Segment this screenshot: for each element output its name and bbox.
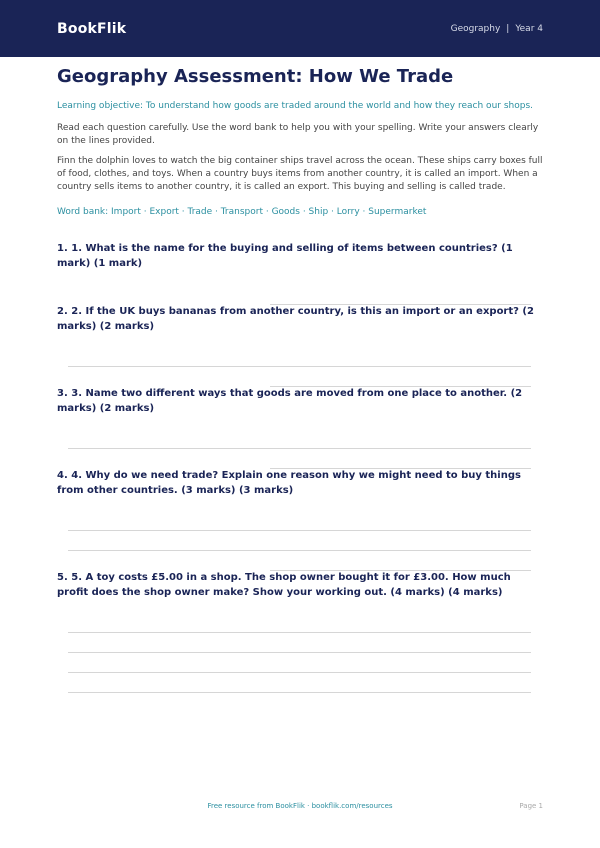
answer-line[interactable]	[68, 366, 531, 367]
word-bank: Word bank: Import · Export · Trade · Transport · Goods · Ship · Lorry · Supermarket	[57, 207, 427, 217]
question-1: 1. 1. What is the name for the buying and selling of items between countries? (1 mark) (1 mark)	[57, 243, 513, 269]
question-3: 3. 3. Name two different ways that goods are moved from one place to another. (2 marks) (2 marks)	[57, 388, 523, 414]
answer-line[interactable]	[68, 692, 531, 693]
learning-objective: Learning objective: To understand how goods are traded around the world and how they reach our shops.	[57, 101, 533, 111]
question-5: 5. 5. A toy costs £5.00 in a shop. The shop owner bought it for £3.00. How much profit does the shop owner make? Show your working out. (4 marks) (4 marks)	[57, 572, 511, 598]
instructions-text: Read each question carefully. Use the word bank to help you with your spelling. Write your answers clearly on the lines provided.	[57, 123, 539, 146]
answer-line[interactable]	[68, 530, 531, 531]
year-label: Year 4	[515, 23, 543, 34]
subject-label: Geography	[450, 23, 501, 34]
story-text: Finn the dolphin loves to watch the big container ships travel across the ocean. These ships carry boxes full of food, clothes, and toys. When a country buys items from another country, it is called an import. When a country sells items to another country, it is called an export. This buying and selling is called trade.	[57, 156, 543, 192]
page-number: Page 1	[519, 802, 543, 810]
subject-year-label	[451, 24, 543, 34]
question-2: 2. 2. If the UK buys bananas from another country, is this an import or an export? (2 marks) (2 marks)	[57, 306, 534, 332]
page-footer	[0, 802, 600, 814]
worksheet-intro	[57, 66, 543, 218]
site-header	[0, 0, 600, 57]
answer-line[interactable]	[68, 632, 531, 633]
answer-line[interactable]	[68, 652, 531, 653]
question-4: 4. 4. Why do we need trade? Explain one reason why we might need to buy things from other countries. (3 marks) (3 marks)	[57, 470, 521, 496]
answer-line[interactable]	[68, 448, 531, 449]
footer-credit-link[interactable]: Free resource from BookFlik · bookflik.com/resources	[207, 802, 393, 810]
brand-logo-text[interactable]: BookFlik	[57, 20, 127, 37]
answer-line[interactable]	[68, 672, 531, 673]
page-title: Geography Assessment: How We Trade	[57, 66, 454, 87]
separator: |	[506, 23, 510, 34]
answer-line[interactable]	[68, 550, 531, 551]
